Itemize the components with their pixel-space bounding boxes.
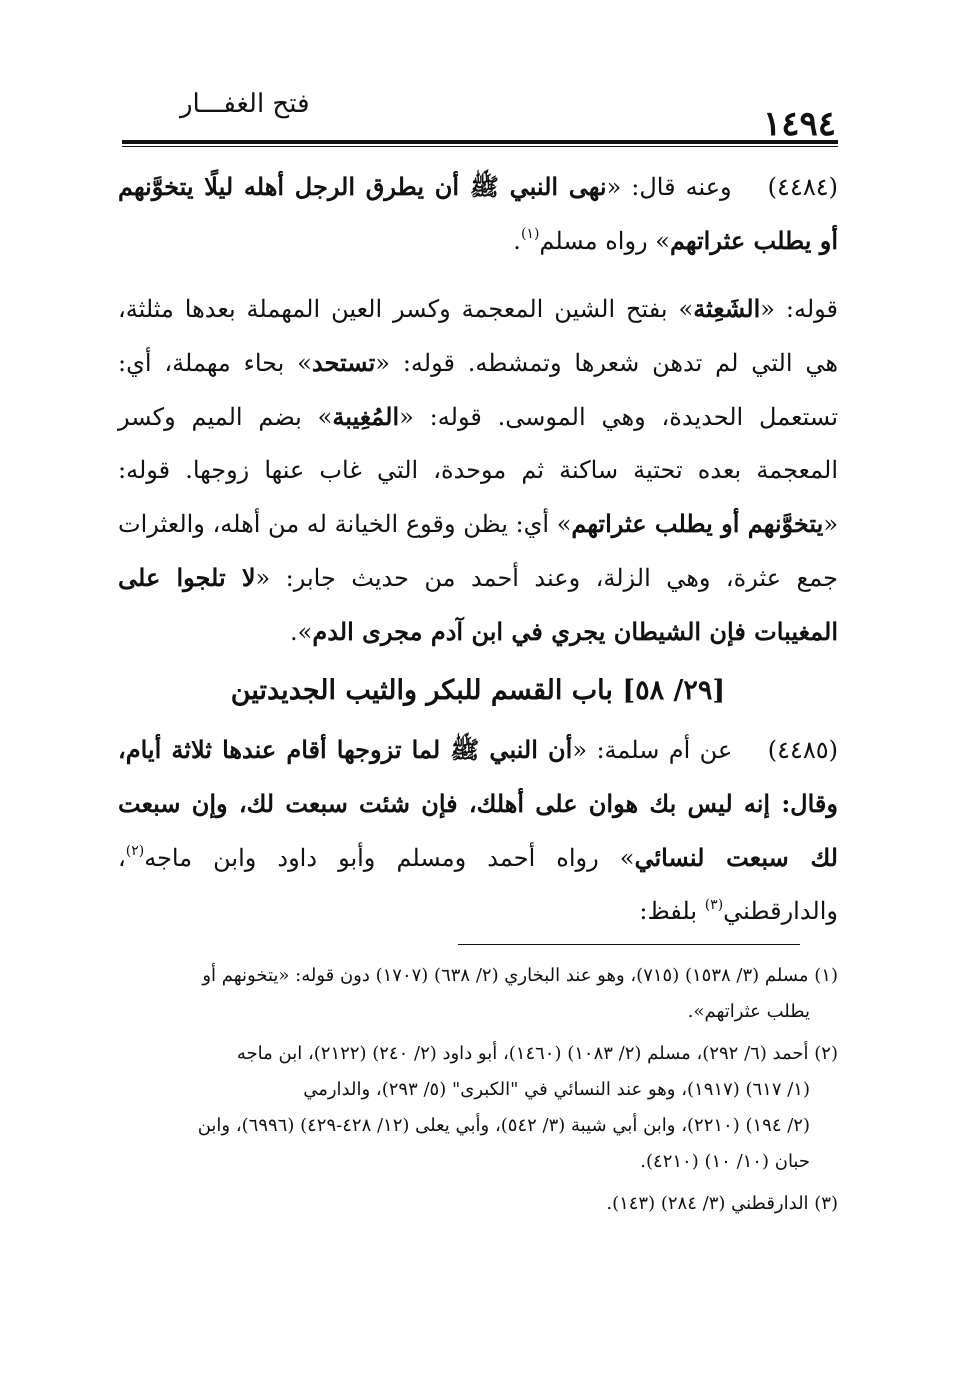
footnote-ref-1[interactable]: (١): [520, 226, 540, 242]
footnote-text: (١/ ٦١٧) (١٩١٧)، وهو عند النسائي في "الكبرى" (٥/ ٢٩٣)، والدارمي: [303, 1079, 810, 1100]
hadith-number: (٤٤٨٥): [767, 736, 838, 764]
footnote-text: حبان (١٠/ ١٠) (٤٢١٠).: [640, 1151, 810, 1172]
commentary-term: يتخوَّنهم أو يطلب عثراتهم: [571, 509, 824, 538]
page-number: ١٤٩٤: [762, 104, 836, 144]
hadith-intro: عن أم سلمة: «: [572, 736, 733, 764]
running-title: فتح الغفـــار: [180, 89, 310, 119]
footnote-text: (١) مسلم (٣/ ١٥٣٨) (٧١٥)، وهو عند البخاري (٢/ ٦٣٨) (١٧٠٧) دون قوله: «يتخونهم أو: [202, 965, 838, 986]
chapter-title: [٢٩/ ٥٨] باب القسم للبكر والثيب الجديدتين: [230, 675, 726, 706]
commentary-term: المُغِيبة: [332, 402, 400, 431]
footnote-ref-3[interactable]: (٣): [704, 897, 724, 913]
commentary-text: » أي: يظن وقوع الخيانة له من أهله، والعثرات جمع عثرة، وهي الزلة، وعند أحمد من حديث جابر: «: [118, 510, 838, 592]
hadith-text: نهى النبي ﷺ أن يطرق الرجل أهله ليلًا يتخوَّنهم أو يطلب عثراتهم: [118, 172, 838, 255]
hadith-number: (٤٤٨٤): [767, 173, 838, 201]
footnotes: [118, 958, 838, 1228]
header-rule: [122, 140, 838, 147]
footnote-text: (٢) أحمد (٦/ ٢٩٢)، مسلم (٢/ ١٠٨٣) (١٤٦٠)، أبو داود (٢/ ٢٤٠) (٢١٢٢)، ابن ماجه: [236, 1043, 838, 1064]
footnote-3: [118, 1186, 838, 1222]
commentary-term: الشَعِثة: [693, 294, 761, 323]
footnote-2: [118, 1036, 838, 1180]
footnote-1: [118, 958, 838, 1030]
hadith-4485: [118, 723, 838, 938]
commentary-text: » بضم الميم وكسر المعجمة بعده تحتية ساكنة ثم موحدة، التي غاب عنها زوجها. قوله: «: [118, 403, 838, 538]
footnote-text: (٢/ ١٩٤) (٢٢١٠)، وابن أبي شيبة (٣/ ٥٤٢)، وأبي يعلى (١٢/ ٤٢٨-٤٢٩) (٦٩٩٦)، وابن: [197, 1115, 810, 1136]
footnote-separator: [458, 944, 800, 945]
footnote-ref-2[interactable]: (٢): [125, 843, 145, 859]
commentary-text: » بفتح الشين المعجمة وكسر العين المهملة بعدها مثلثة، هي التي لم تدهن شعرها وتمشطه. قوله: «: [118, 295, 839, 377]
hadith-end: بلفظ:: [639, 897, 705, 925]
hadith-end: .: [513, 227, 521, 255]
hadith-text: أن النبي ﷺ لما تزوجها أقام عندها ثلاثة أيام، وقال: إنه ليس بك هوان على أهلك، فإن شئت سبعت لك، وإن سبعت لك سبعت لنسائي: [118, 735, 838, 872]
hadith-source: » رواه مسلم: [539, 227, 670, 255]
hadith-intro: وعنه قال: «: [606, 173, 732, 201]
footnote-text: يطلب عثراتهم».: [687, 1001, 810, 1022]
commentary-term: لا تلجوا على المغيبات فإن الشيطان يجري في ابن آدم مجرى الدم: [118, 563, 838, 646]
hadith-4484: [118, 160, 838, 268]
commentary-paragraph: [118, 282, 838, 659]
commentary-text: قوله: «: [760, 295, 838, 323]
commentary-text: ».: [290, 618, 313, 646]
commentary-text: » بحاء مهملة، أي: تستعمل الحديدة، وهي الموسى. قوله: «: [118, 349, 838, 431]
commentary-term: تستحد: [311, 348, 376, 377]
footnote-text: (٣) الدارقطني (٣/ ٢٨٤) (١٤٣).: [606, 1193, 838, 1214]
hadith-source: » رواه أحمد ومسلم وأبو داود وابن ماجه: [144, 844, 635, 872]
hadith-source: ، والدارقطني: [118, 844, 838, 925]
main-text: [118, 160, 838, 938]
